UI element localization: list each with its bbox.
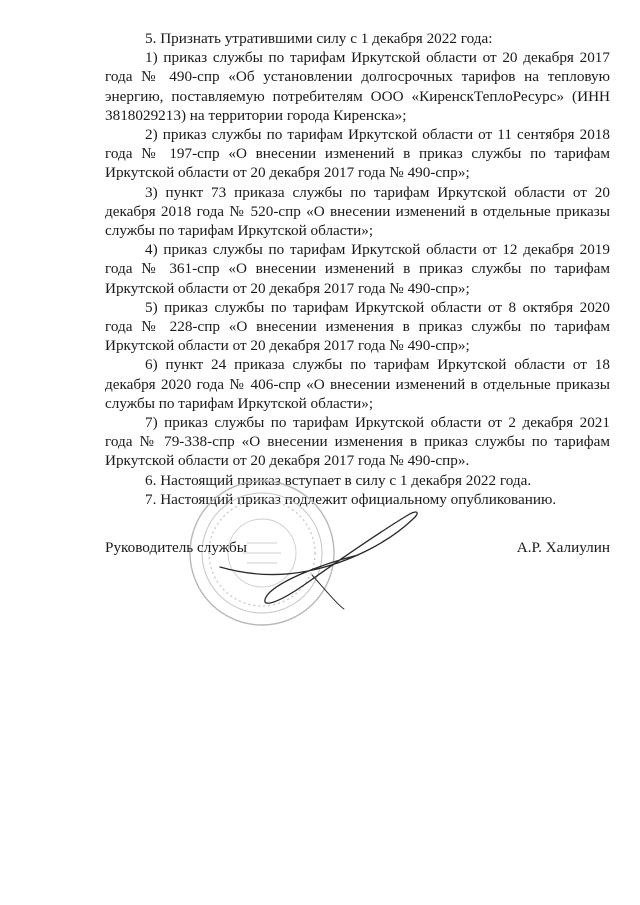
paragraph-item-6: 6. Настоящий приказ вступает в силу с 1 декабря 2022 года. <box>145 471 532 489</box>
paragraph-item-7: 7. Настоящий приказ подлежит официальному опубликованию. <box>145 490 557 508</box>
handwritten-signature <box>208 505 428 615</box>
paragraph-subitem-6: 6) пункт 24 приказа службы по тарифам Иркутской области от 18 декабря 2020 года № 406-спр «О внесении изменений в отдельные приказы службы по тарифам Иркутской области»; <box>105 356 610 412</box>
paragraph-item-5: 5. Признать утратившими силу с 1 декабря 2022 года: <box>145 30 493 47</box>
paragraph-subitem-3: 3) пункт 73 приказа службы по тарифам Иркутской области от 20 декабря 2018 года № 520-спр «О внесении изменений в отдельные приказы службы по тарифам Иркутской области»; <box>105 183 610 240</box>
paragraph-subitem-1: 1) приказ службы по тарифам Иркутской области от 20 декабря 2017 года № 490-спр «Об установлении долгосрочных тарифов на тепловую энергию, поставляемую потребителям ООО «КиренскТеплоРесурс» (ИНН 3818029213) на территории города Киренска»; <box>105 49 610 124</box>
document-body <box>105 29 610 509</box>
paragraph-subitem-7: 7) приказ службы по тарифам Иркутской области от 2 декабря 2021 года № 79-338-спр «О внесении изменения в приказ службы по тарифам Иркутской области от 20 декабря 2017 года № 490-спр». <box>105 414 610 470</box>
paragraph-subitem-2: 2) приказ службы по тарифам Иркутской области от 11 сентября 2018 года № 197-спр «О внесении изменений в приказ службы по тарифам Иркутской области от 20 декабря 2017 года № 490-спр»; <box>105 126 610 182</box>
signer-name: А.Р. Халиулин <box>516 539 610 556</box>
paragraph-subitem-4: 4) приказ службы по тарифам Иркутской области от 12 декабря 2019 года № 361-спр «О внесении изменений в приказ службы по тарифам Иркутской области от 20 декабря 2017 года № 490-спр»; <box>105 241 610 297</box>
position-title: Руководитель службы <box>105 539 247 556</box>
paragraph-subitem-5: 5) приказ службы по тарифам Иркутской области от 8 октября 2020 года № 228-спр «О внесении изменения в приказ службы по тарифам Иркутской области от 20 декабря 2017 года № 490-спр»; <box>105 298 610 355</box>
